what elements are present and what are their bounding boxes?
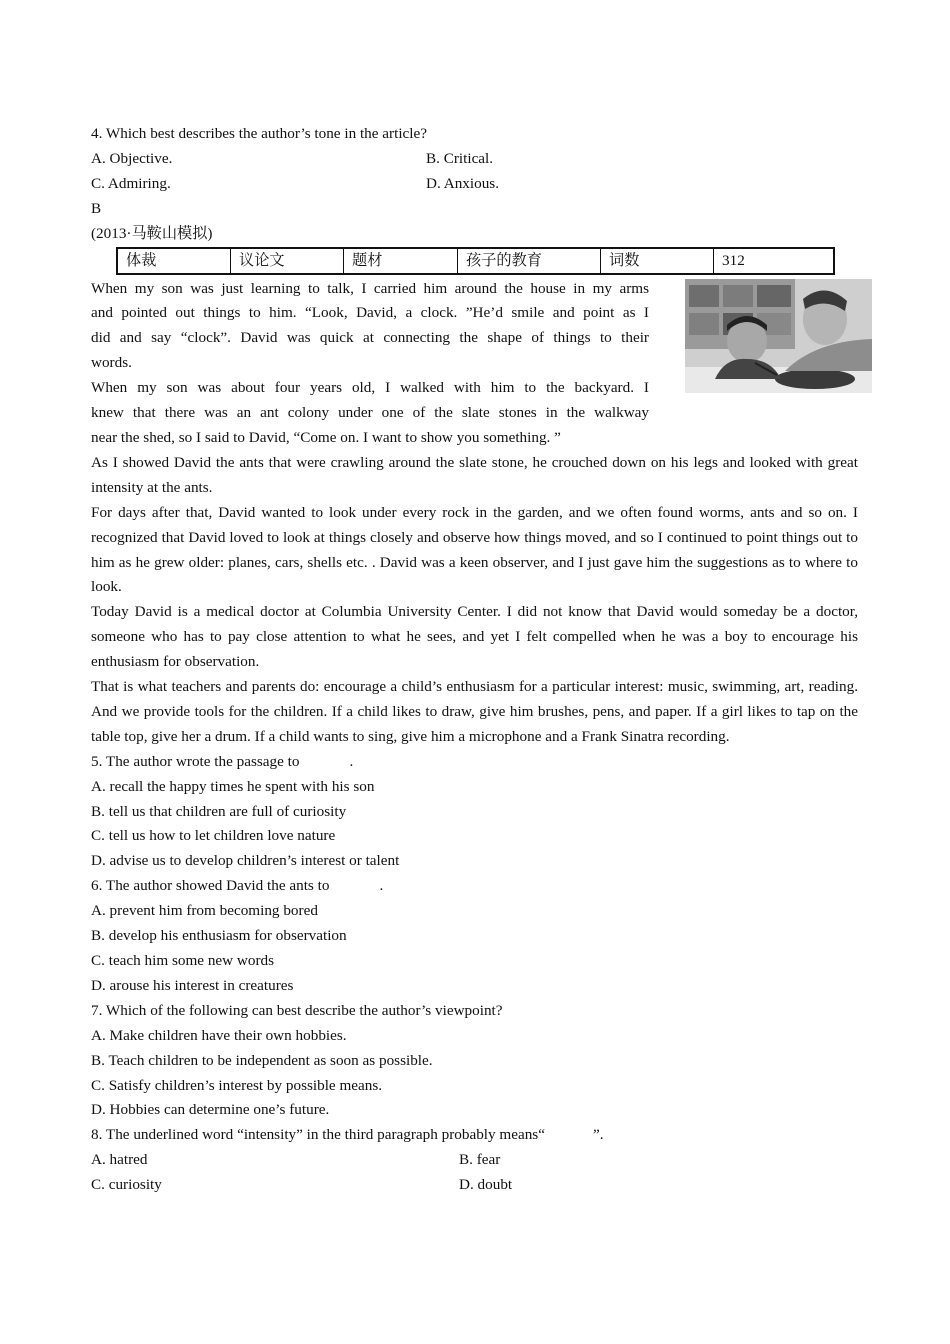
- q8-options-row-1: [91, 1148, 858, 1173]
- p2-line-3: near the shed, so I said to David, “Come on. I want to show you something. ”: [91, 428, 561, 446]
- source-note: (2013·马鞍山模拟): [91, 224, 213, 242]
- q6-option-b: B. develop his enthusiasm for observation: [91, 927, 347, 945]
- q5-stem-end: .: [349, 752, 354, 770]
- q5-stem-line: [91, 750, 858, 775]
- genre-label: 体裁: [117, 248, 231, 274]
- passage-info-row: [117, 248, 834, 274]
- word-count-label: 词数: [601, 248, 714, 274]
- p2-line-2: knew that there was an ant colony under one of the slate stones in the walkway: [91, 404, 649, 422]
- q6-option-c: C. teach him some new words: [91, 952, 275, 969]
- q8-option-a: A. hatred: [91, 1151, 148, 1169]
- p1-line-1: When my son was just learning to talk, I carried him around the house in my arms: [91, 279, 649, 297]
- q7-option-c: C. Satisfy children’s interest by possible means.: [91, 1076, 383, 1094]
- q7-option-b: B. Teach children to be independent as soon as possible.: [91, 1051, 433, 1069]
- passage-info-table: [116, 247, 835, 275]
- q4-options-row-1: [91, 147, 858, 172]
- q6-option-d: D. arouse his interest in creatures: [91, 976, 294, 994]
- shelf-bin: [689, 285, 719, 307]
- genre-value: 议论文: [231, 248, 344, 274]
- q8-stem-line: [91, 1123, 858, 1148]
- passage-paragraph-6: That is what teachers and parents do: encourage a child’s enthusiasm for a particular interest: music, swimming, art, reading. And we provide tools for the children. If a child likes to draw, give him brushes, pens, and paper. If a girl likes to tap on the table top, give her a drum. If a child wants to sing, give him a microphone and a Frank Sinatra recording.: [91, 678, 858, 745]
- passage-paragraph-5: Today David is a medical doctor at Columbia University Center. I did not know that David would someday be a doctor, someone who has to pay close attention to what he sees, and yet I felt compelled when he was a boy to encourage his enthusiasm for observation.: [91, 603, 858, 671]
- q6-stem: 6. The author showed David the ants to: [91, 877, 330, 895]
- q7-option-d: D. Hobbies can determine one’s future.: [91, 1101, 330, 1119]
- q5-option-b: B. tell us that children are full of curiosity: [91, 802, 347, 820]
- q4-stem: 4. Which best describes the author’s tone in the article?: [91, 125, 427, 142]
- painting-on-paper: [775, 369, 855, 389]
- topic-value: 孩子的教育: [458, 248, 601, 274]
- q4-option-d: D. Anxious.: [426, 174, 499, 192]
- q4-options-row-2: [91, 172, 858, 197]
- q8-option-d: D. doubt: [459, 1176, 513, 1194]
- q8-option-c: C. curiosity: [91, 1176, 162, 1194]
- q6-stem-line: [91, 874, 858, 899]
- passage-paragraph-4: For days after that, David wanted to look under every rock in the garden, and we often found worms, ants and so on. I recognized that David loved to look at things closely and observe how things moved, and so I continued to point things out to him as he grew older: planes, cars, shells etc. . David was a keen observer, and I just gave him the suggestions as to where to look.: [91, 503, 858, 596]
- q4-option-c: C. Admiring.: [91, 174, 171, 192]
- q4-option-b: B. Critical.: [426, 149, 494, 167]
- passage-paragraph-1: [91, 277, 649, 377]
- p1-line-2: and pointed out things to him. “Look, David, a clock. ”He’d smile and point as I: [91, 304, 649, 322]
- q7-option-a: A. Make children have their own hobbies.: [91, 1026, 347, 1044]
- shelf-bin: [723, 285, 753, 307]
- p1-line-3: did and say “clock”. David was quick at connecting the shape of things to their: [91, 329, 649, 347]
- q6-stem-end: .: [379, 877, 384, 895]
- q6-option-a: A. prevent him from becoming bored: [91, 902, 318, 920]
- q8-option-b: B. fear: [459, 1151, 501, 1169]
- q4-option-a: A. Objective.: [91, 149, 173, 167]
- topic-label: 题材: [344, 248, 458, 274]
- word-count-value: 312: [714, 248, 835, 274]
- p1-line-4: words.: [91, 354, 132, 372]
- shelf-bin: [689, 313, 719, 335]
- photo-illustration: [685, 279, 872, 393]
- q5-option-c: C. tell us how to let children love nature: [91, 827, 336, 845]
- q7-stem: 7. Which of the following can best describe the author’s viewpoint?: [91, 1001, 503, 1019]
- q8-stem-end: ”.: [592, 1126, 604, 1144]
- q5-option-d: D. advise us to develop children’s interest or talent: [91, 852, 400, 870]
- passage-paragraph-2: [91, 376, 649, 451]
- q8-options-row-2: [91, 1173, 858, 1198]
- section-label: B: [91, 199, 102, 217]
- shelf-bin: [757, 285, 791, 307]
- q5-option-a: A. recall the happy times he spent with his son: [91, 777, 375, 795]
- q8-stem: 8. The underlined word “intensity” in the third paragraph probably means“: [91, 1126, 545, 1144]
- passage-intro: [91, 277, 858, 451]
- q5-stem: 5. The author wrote the passage to: [91, 752, 300, 770]
- exam-page: [91, 122, 858, 1198]
- father-son-painting-photo: [685, 279, 872, 393]
- passage-paragraph-3: As I showed David the ants that were crawling around the slate stone, he crouched down on his legs and looked with great intensity at the ants.: [91, 453, 858, 496]
- p2-line-1: When my son was about four years old, I walked with him to the backyard. I: [91, 379, 649, 397]
